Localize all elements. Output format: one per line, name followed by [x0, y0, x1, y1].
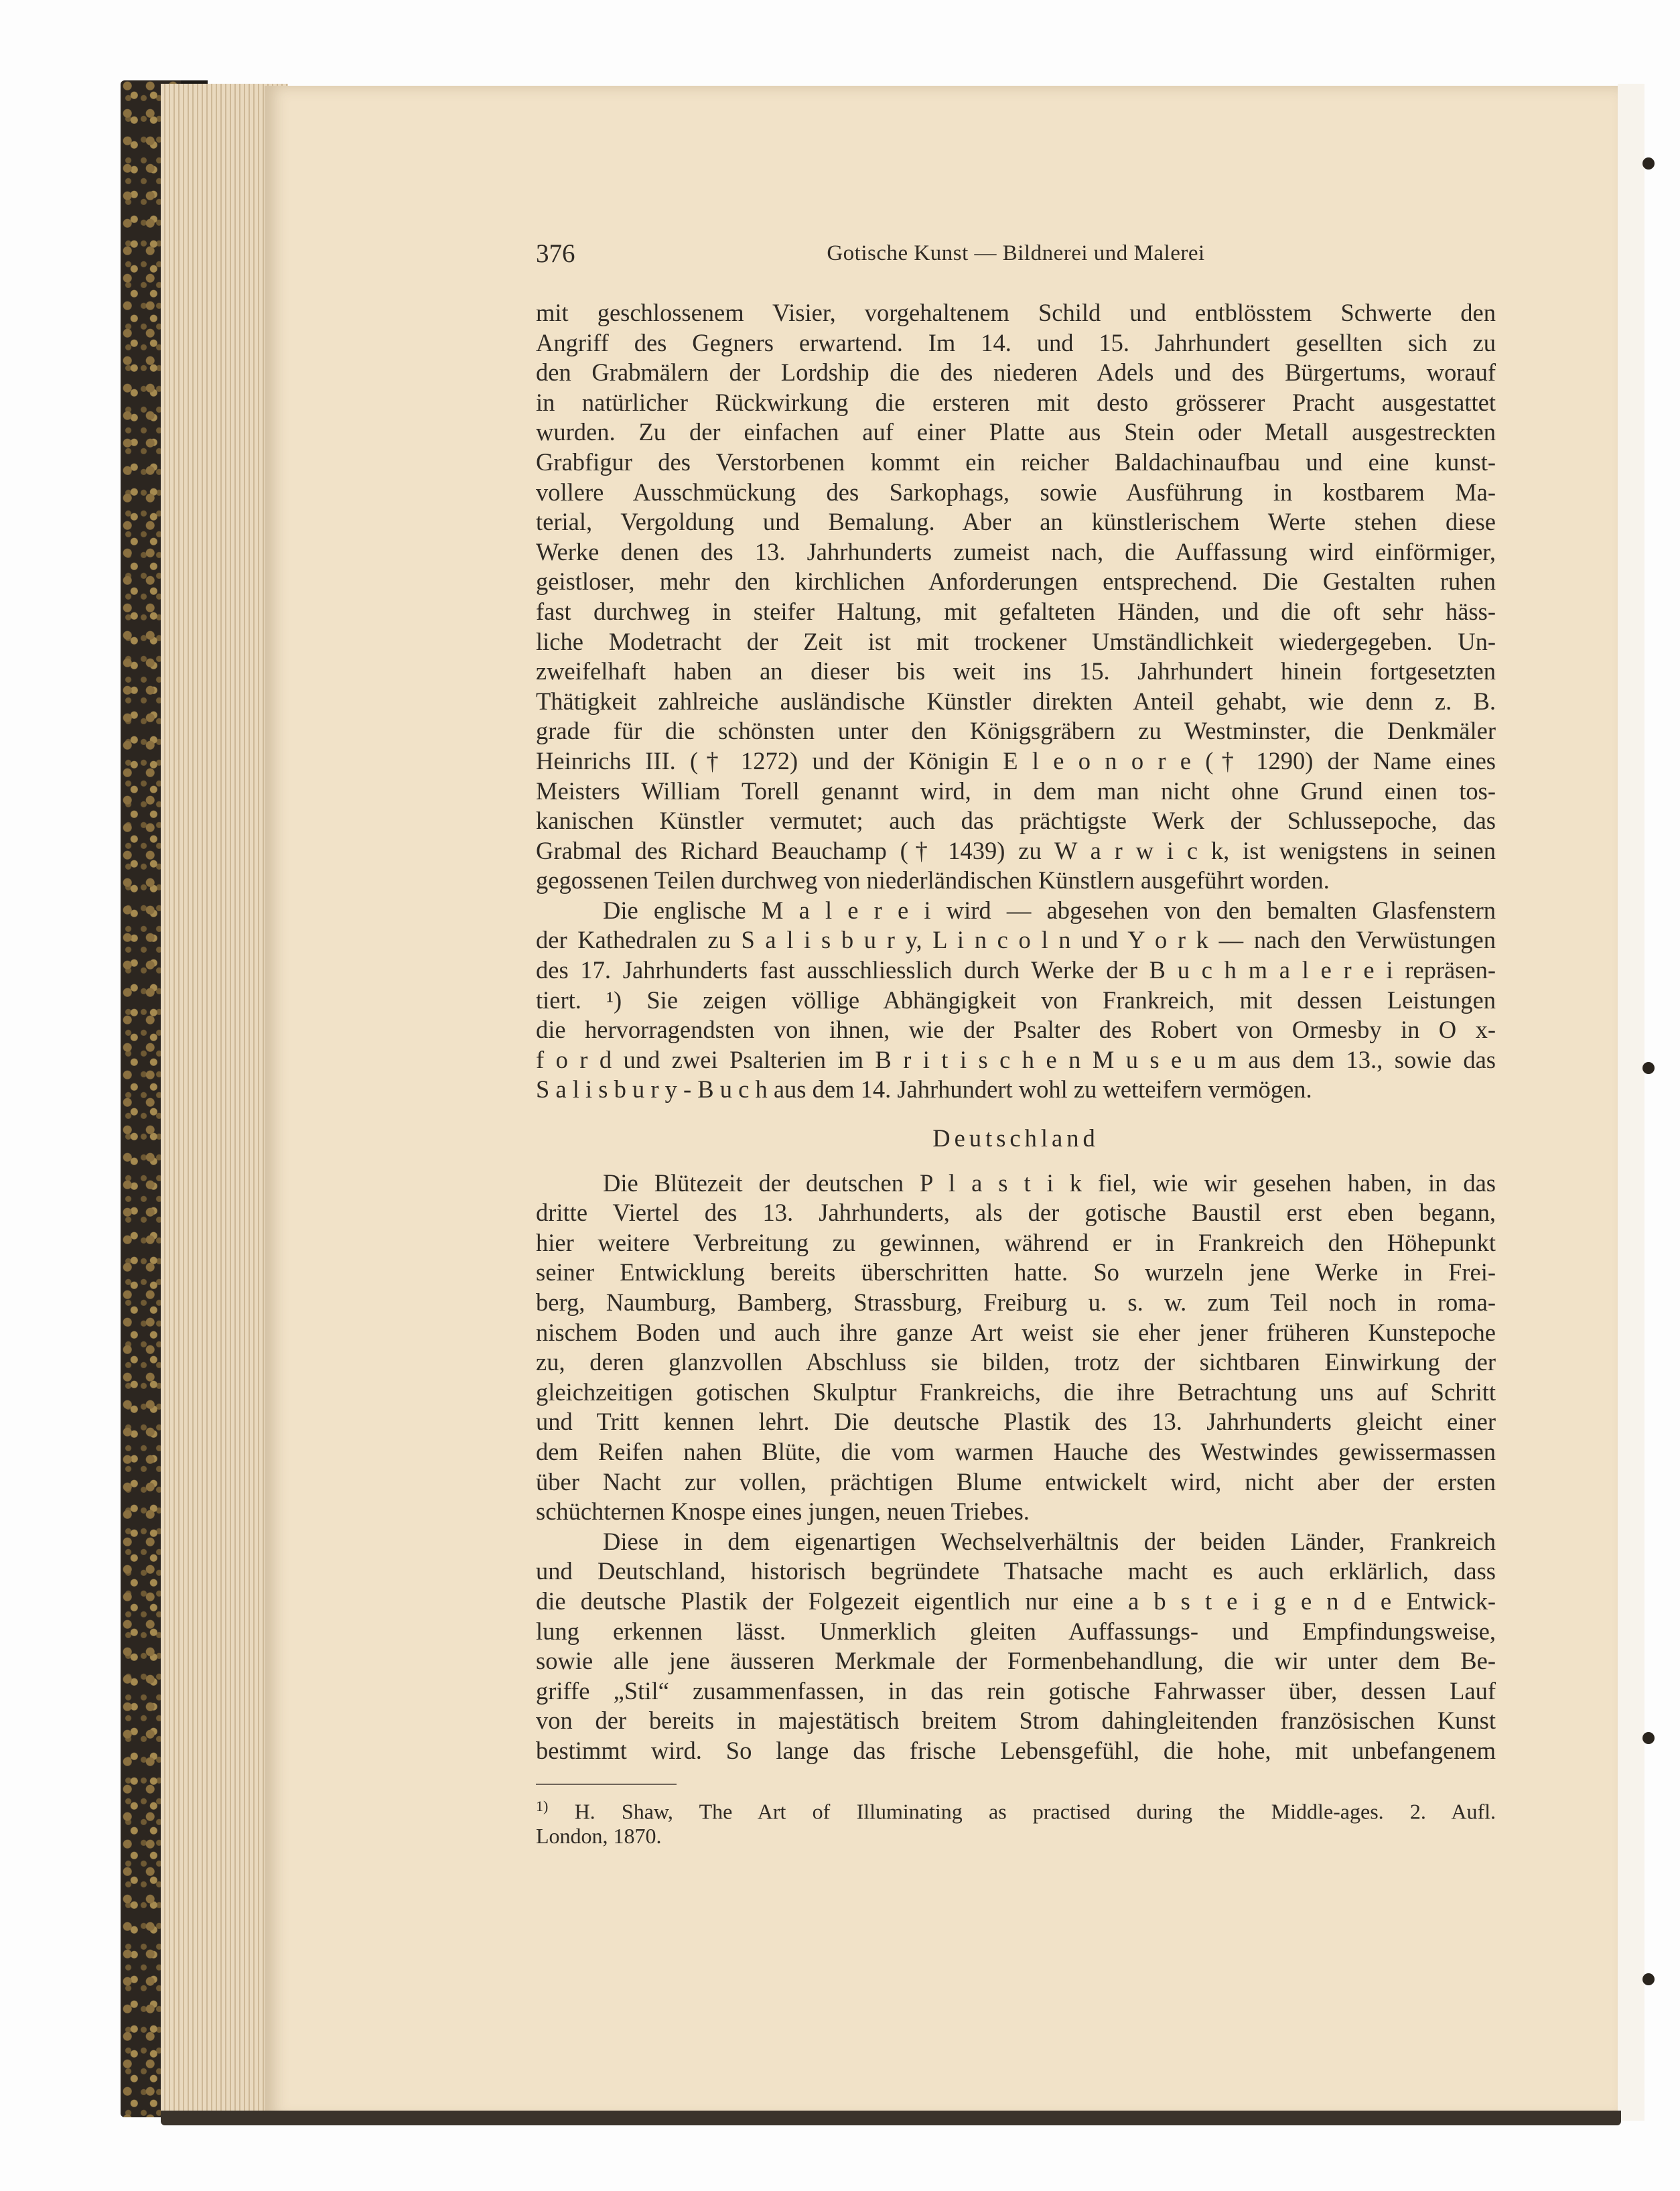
text-line: bestimmt wird. So lange das frische Lebensgefühl, die hohe, mit unbefangenem: [536, 1736, 1496, 1764]
book-bottom-edge: [161, 2111, 1621, 2125]
binding-hole: [1642, 157, 1655, 170]
text-line: dritte Viertel des 13. Jahrhunderts, als der gotische Baustil erst eben begann,: [536, 1199, 1496, 1227]
footnote-line: [536, 1792, 1496, 1824]
right-margin: [1618, 84, 1644, 2121]
text-line: Thätigkeit zahlreiche ausländische Künstler direkten Anteil gehabt, wie denn z. B.: [536, 687, 1496, 715]
text-line: von der bereits in majestätisch breitem Strom dahingleitenden französischen Kunst: [536, 1707, 1496, 1735]
running-title: Gotische Kunst — Bildnerei und Malerei: [827, 241, 1205, 265]
text-line: Grabmal des Richard Beauchamp († 1439) zu W a r w i c k, ist wenigstens in seinen: [536, 836, 1496, 864]
text-line: dem Reifen nahen Blüte, die vom warmen Hauche des Westwindes gewissermassen: [536, 1437, 1496, 1465]
text-line: die deutsche Plastik der Folgezeit eigentlich nur eine a b s t e i g e n d e Entwick-: [536, 1587, 1496, 1615]
text-line: seiner Entwicklung bereits überschritten hatte. So wurzeln jene Werke in Frei-: [536, 1258, 1496, 1286]
footnote-separator: [536, 1784, 677, 1785]
text-line: schüchternen Knospe eines jungen, neuen Triebes.: [536, 1498, 1030, 1526]
footnote-text: H. Shaw, The Art of Illuminating as practised during the Middle-ages. 2. Aufl.: [574, 1799, 1496, 1824]
text-line: tiert. ¹) Sie zeigen völlige Abhängigkeit von Frankreich, mit dessen Leistungen: [536, 986, 1496, 1014]
text-line: und Tritt kennen lehrt. Die deutsche Plastik des 13. Jahrhunderts gleicht einer: [536, 1408, 1496, 1436]
footnote-marker: 1): [536, 1798, 549, 1814]
text-line: Die Blütezeit der deutschen P l a s t i k fiel, wie wir gesehen haben, in das: [603, 1169, 1496, 1197]
text-line: kanischen Künstler vermutet; auch das prächtigste Werk der Schlussepoche, das: [536, 807, 1496, 835]
text-line: wurden. Zu der einfachen auf einer Platte aus Stein oder Metall ausgestreckten: [536, 418, 1496, 446]
text-line: grade für die schönsten unter den Königsgräbern zu Westminster, die Denkmäler: [536, 717, 1496, 745]
text-line: f o r d und zwei Psalterien im B r i t i s c h e n M u s e u m aus dem 13., sowie das: [536, 1045, 1496, 1073]
text-line: lung erkennen lässt. Unmerklich gleiten Auffassungs- und Empfindungsweise,: [536, 1617, 1496, 1645]
text-line: zu, deren glanzvollen Abschluss sie bilden, trotz der sichtbaren Einwirkung der: [536, 1348, 1496, 1376]
text-line: geistloser, mehr den kirchlichen Anforderungen entsprechend. Die Gestalten ruhen: [536, 568, 1496, 596]
text-line: den Grabmälern der Lordship die des niederen Adels und des Bürgertums, worauf: [536, 358, 1496, 387]
text-line: in natürlicher Rückwirkung die ersteren mit desto grösserer Pracht ausgestattet: [536, 388, 1496, 416]
text-line: sowie alle jene äusseren Merkmale der Formenbehandlung, die wir unter dem Be-: [536, 1647, 1496, 1675]
page-body: [536, 298, 1496, 1766]
text-line: und Deutschland, historisch begründete Thatsache macht es auch erklärlich, dass: [536, 1557, 1496, 1585]
text-line: der Kathedralen zu S a l i s b u r y, L i n c o l n und Y o r k — nach den Verwüstungen: [536, 926, 1496, 954]
text-line: berg, Naumburg, Bamberg, Strassburg, Freiburg u. s. w. zum Teil noch in roma-: [536, 1288, 1496, 1316]
text-line: nischem Boden und auch ihre ganze Art weist sie eher jener früheren Kunstepoche: [536, 1318, 1496, 1346]
text-line: Diese in dem eigenartigen Wechselverhältnis der beiden Länder, Frankreich: [603, 1527, 1496, 1555]
text-line: vollere Ausschmückung des Sarkophags, sowie Ausführung in kostbarem Ma-: [536, 478, 1496, 506]
text-line: über Nacht zur vollen, prächtigen Blume entwickelt wird, nicht aber der ersten: [536, 1467, 1496, 1496]
text-line: griffe „Stil“ zusammenfassen, in das rein gotische Fahrwasser über, dessen Lauf: [536, 1676, 1496, 1705]
page-number: 376: [536, 239, 575, 268]
text-line: zweifelhaft haben an dieser bis weit ins 15. Jahrhundert hinein fortgesetzten: [536, 657, 1496, 685]
text-line: hier weitere Verbreitung zu gewinnen, während er in Frankreich den Höhepunkt: [536, 1228, 1496, 1256]
text-line: gegossenen Teilen durchweg von niederländischen Künstlern ausgeführt worden.: [536, 866, 1330, 894]
text-line: fast durchweg in steifer Haltung, mit gefalteten Händen, und die oft sehr häss-: [536, 597, 1496, 625]
text-line: terial, Vergoldung und Bemalung. Aber an künstlerischem Werte stehen diese: [536, 508, 1496, 536]
text-line: Heinrichs III. († 1272) und der Königin E l e o n o r e († 1290) der Name eines: [536, 746, 1496, 775]
footnote-line: London, 1870.: [536, 1824, 662, 1848]
footnote: [536, 1792, 1496, 1851]
section-heading: Deutschland: [932, 1124, 1099, 1152]
text-line: Grabfigur des Verstorbenen kommt ein reicher Baldachinaufbau und eine kunst-: [536, 448, 1496, 476]
binding-hole: [1642, 1062, 1655, 1074]
text-line: des 17. Jahrhunderts fast ausschliesslich durch Werke der B u c h m a l e r e i repräsen-: [536, 956, 1496, 984]
text-line: Die englische M a l e r e i wird — abgesehen von den bemalten Glasfenstern: [603, 896, 1496, 924]
text-line: S a l i s b u r y - B u c h aus dem 14. Jahrhundert wohl zu wetteifern vermögen.: [536, 1075, 1312, 1104]
text-line: Werke denen des 13. Jahrhunderts zumeist nach, die Auffassung wird einförmiger,: [536, 537, 1496, 566]
text-line: die hervorragendsten von ihnen, wie der Psalter des Robert von Ormesby in O x-: [536, 1016, 1496, 1044]
text-line: mit geschlossenem Visier, vorgehaltenem Schild und entblösstem Schwerte den: [536, 299, 1496, 326]
text-line: Meisters William Torell genannt wird, in dem man nicht ohne Grund einen tos-: [536, 777, 1496, 805]
binding-hole: [1642, 1973, 1655, 1985]
page-header: [536, 239, 1496, 279]
text-line: liche Modetracht der Zeit ist mit trockener Umständlichkeit wiedergegeben. Un-: [536, 627, 1496, 655]
text-line: gleichzeitigen gotischen Skulptur Frankreichs, die ihre Betrachtung uns auf Schritt: [536, 1378, 1496, 1406]
text-line: Angriff des Gegners erwartend. Im 14. und 15. Jahrhundert gesellten sich zu: [536, 328, 1496, 356]
binding-hole: [1642, 1732, 1655, 1744]
